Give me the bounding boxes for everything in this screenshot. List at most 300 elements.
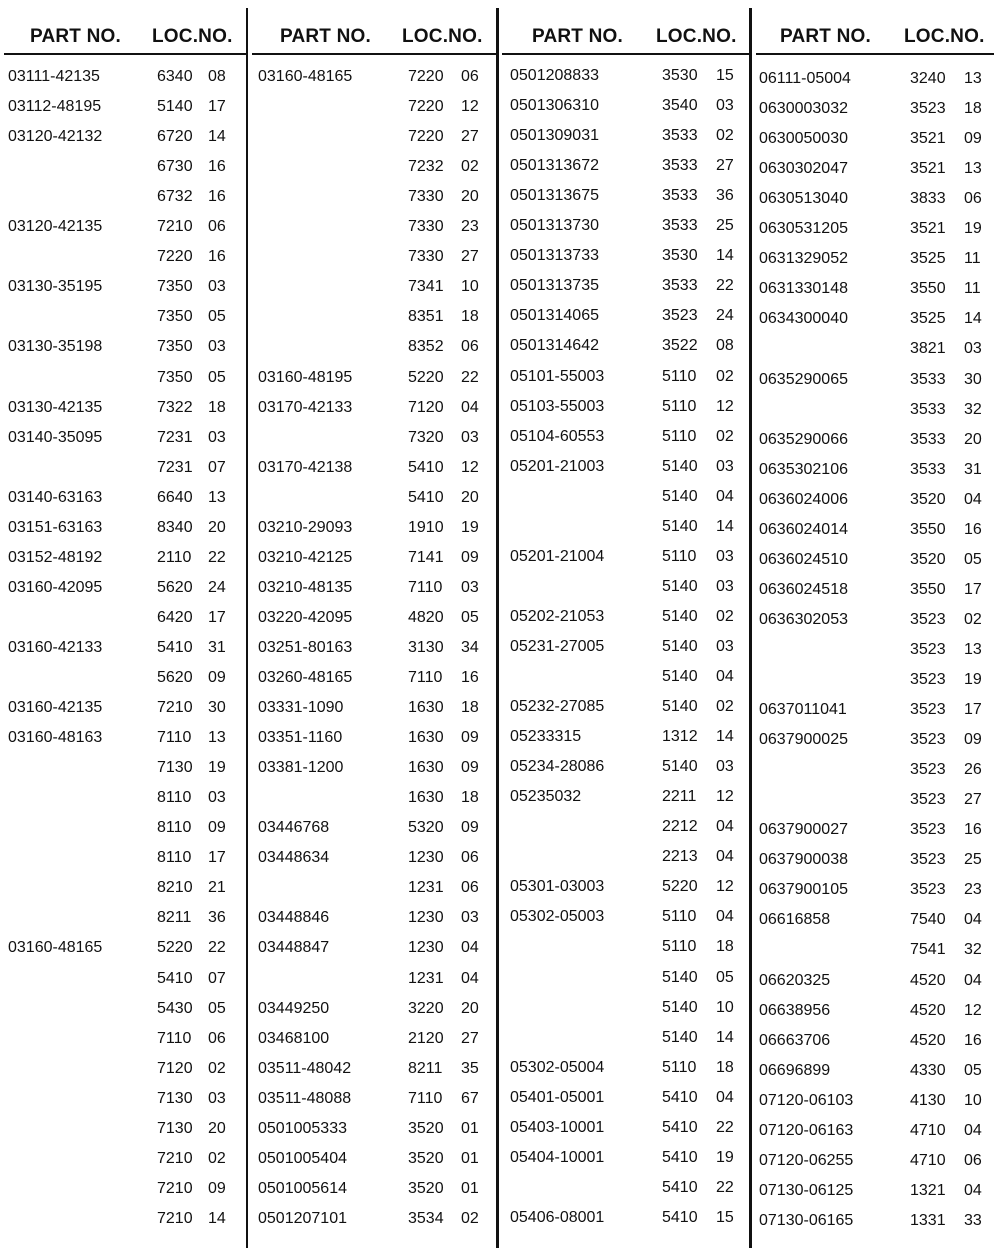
table-row	[0, 302, 248, 332]
table-row	[248, 813, 498, 843]
table-row	[498, 1143, 752, 1173]
location-number: 8211	[408, 1059, 443, 1077]
table-row	[752, 755, 996, 785]
column-divider	[496, 8, 499, 1248]
table-row	[498, 1173, 752, 1203]
part-number: 05201-21003	[510, 457, 605, 475]
location-number: 7110	[408, 669, 443, 686]
location-number: 1312	[662, 728, 698, 746]
table-row	[498, 932, 752, 962]
location-number: 3533	[910, 460, 946, 478]
location-sub: 13	[208, 488, 226, 506]
part-number: 0635302106	[759, 460, 848, 478]
location-sub: 13	[964, 640, 982, 658]
table-row	[498, 1053, 752, 1083]
table-column	[752, 0, 996, 1248]
location-number: 7110	[408, 578, 443, 596]
table-row	[752, 665, 996, 695]
location-number: 3525	[910, 310, 946, 328]
location-sub: 18	[461, 308, 479, 326]
part-number: 0501313675	[510, 187, 599, 205]
location-sub: 27	[461, 248, 479, 266]
table-row	[248, 1174, 498, 1204]
table-row	[0, 453, 248, 483]
location-number: 5140	[157, 98, 193, 116]
location-number: 7330	[408, 248, 444, 266]
location-sub: 20	[208, 518, 226, 536]
table-row	[498, 632, 752, 662]
location-sub: 19	[964, 220, 982, 238]
location-sub: 19	[208, 759, 226, 777]
table-row	[752, 935, 996, 965]
part-number: 0635290066	[759, 430, 848, 448]
part-number: 03170-42138	[258, 458, 353, 476]
part-number: 0637900105	[759, 881, 848, 899]
location-number: 3533	[662, 277, 698, 295]
header-part-no: PART NO.	[280, 26, 371, 47]
location-sub: 03	[964, 340, 982, 358]
table-row	[0, 1144, 248, 1174]
location-number: 7130	[157, 1119, 193, 1137]
header-loc-no: LOC.NO.	[904, 26, 985, 47]
table-row	[498, 91, 752, 121]
location-number: 1231	[408, 969, 444, 987]
part-number: 0501309031	[510, 127, 599, 145]
table-row	[752, 214, 996, 244]
location-number: 5140	[662, 577, 698, 595]
location-number: 4710	[910, 1151, 946, 1169]
location-number: 7322	[157, 398, 193, 416]
part-number: 05201-21004	[510, 547, 605, 565]
part-number: 03468100	[258, 1029, 330, 1047]
table-row	[752, 1026, 996, 1056]
part-number: 0501306310	[510, 97, 599, 115]
table-row	[498, 662, 752, 692]
table-row	[752, 124, 996, 154]
location-sub: 17	[964, 701, 982, 719]
part-number: 05404-10001	[510, 1148, 605, 1166]
column-header	[498, 24, 752, 52]
location-sub: 17	[208, 98, 226, 116]
location-number: 7320	[408, 428, 444, 446]
location-number: 6730	[157, 158, 193, 176]
location-number: 4820	[408, 608, 444, 626]
location-number: 8110	[157, 849, 192, 867]
part-number: 03511-48042	[258, 1059, 352, 1077]
location-sub: 22	[461, 368, 479, 386]
table-row	[0, 693, 248, 723]
location-number: 3533	[662, 127, 698, 145]
table-row	[498, 482, 752, 512]
part-number: 0630003032	[759, 100, 848, 118]
location-sub: 20	[208, 1119, 226, 1137]
location-sub: 02	[208, 1149, 226, 1167]
location-number: 3533	[662, 187, 698, 205]
table-row	[498, 181, 752, 211]
location-sub: 03	[716, 547, 734, 565]
location-number: 3523	[910, 640, 946, 658]
location-sub: 34	[461, 638, 479, 656]
location-sub: 02	[208, 1059, 226, 1077]
part-number: 06638956	[759, 1001, 831, 1019]
table-row	[0, 873, 248, 903]
table-row	[498, 1113, 752, 1143]
part-number: 05235032	[510, 788, 582, 806]
table-column	[498, 0, 752, 1248]
part-number: 07120-06103	[759, 1091, 854, 1109]
table-row	[0, 783, 248, 813]
location-sub: 04	[716, 1088, 734, 1106]
table-row	[248, 633, 498, 663]
location-sub: 04	[964, 1121, 982, 1139]
location-sub: 02	[461, 1209, 479, 1227]
location-sub: 06	[461, 68, 479, 85]
part-number: 05232-27085	[510, 698, 605, 716]
table-row	[248, 543, 498, 573]
table-row	[498, 902, 752, 932]
location-number: 1321	[910, 1181, 946, 1199]
part-number: 0501313733	[510, 247, 599, 265]
location-number: 3540	[662, 97, 698, 115]
location-sub: 67	[461, 1089, 479, 1107]
table-row	[0, 1174, 248, 1204]
location-number: 5410	[157, 969, 193, 987]
location-sub: 16	[964, 520, 982, 538]
table-row	[752, 1116, 996, 1146]
table-row	[0, 272, 248, 302]
location-number: 7210	[157, 699, 193, 717]
location-sub: 07	[208, 969, 226, 987]
part-number: 06111-05004	[759, 70, 851, 87]
table-row	[248, 964, 498, 994]
table-row	[752, 996, 996, 1026]
location-number: 3523	[910, 701, 946, 719]
part-number: 0501005614	[258, 1179, 347, 1197]
table-row	[0, 933, 248, 963]
part-number: 03140-35095	[8, 428, 103, 446]
table-row	[752, 605, 996, 635]
location-sub: 04	[716, 848, 734, 866]
location-sub: 18	[716, 1058, 734, 1076]
location-sub: 09	[208, 819, 226, 837]
location-sub: 05	[716, 968, 734, 986]
table-row	[248, 1114, 498, 1144]
location-number: 7210	[157, 1149, 193, 1167]
table-row	[248, 783, 498, 813]
location-sub: 09	[208, 669, 226, 686]
location-number: 3833	[910, 190, 946, 208]
location-sub: 03	[716, 758, 734, 776]
table-row	[0, 964, 248, 994]
table-row	[752, 455, 996, 485]
location-sub: 27	[716, 157, 734, 175]
table-row	[498, 331, 752, 361]
location-sub: 10	[964, 1091, 982, 1109]
location-number: 3523	[910, 821, 946, 839]
location-number: 7541	[910, 941, 946, 959]
column-header	[0, 24, 248, 52]
header-underline	[756, 53, 994, 55]
location-number: 3523	[910, 851, 946, 869]
table-row	[248, 753, 498, 783]
location-sub: 12	[461, 98, 479, 116]
part-number: 0501314642	[510, 337, 599, 355]
location-sub: 31	[964, 460, 982, 478]
part-number: 0634300040	[759, 310, 848, 328]
part-number: 06696899	[759, 1061, 831, 1079]
location-sub: 25	[964, 851, 982, 869]
table-row	[0, 363, 248, 393]
table-row	[248, 1204, 498, 1234]
part-number: 0637011041	[759, 701, 847, 719]
location-number: 3550	[910, 520, 946, 538]
table-row	[498, 842, 752, 872]
table-row	[248, 302, 498, 332]
location-sub: 23	[964, 881, 982, 899]
table-row	[0, 663, 248, 693]
location-sub: 14	[716, 728, 734, 746]
part-number: 05103-55003	[510, 397, 605, 415]
table-row	[0, 573, 248, 603]
table-row	[248, 1084, 498, 1114]
location-sub: 22	[716, 1118, 734, 1136]
location-number: 1630	[408, 729, 444, 747]
table-row	[248, 903, 498, 933]
location-sub: 03	[461, 909, 479, 927]
location-sub: 14	[208, 128, 226, 146]
location-sub: 32	[964, 400, 982, 418]
location-number: 5320	[408, 819, 444, 837]
location-number: 3521	[910, 160, 946, 178]
part-number: 03251-80163	[258, 638, 353, 656]
location-sub: 14	[716, 517, 734, 535]
table-row	[498, 812, 752, 842]
table-row	[0, 603, 248, 633]
location-sub: 03	[716, 457, 734, 475]
table-row	[498, 782, 752, 812]
location-sub: 09	[964, 130, 982, 148]
location-sub: 16	[208, 248, 226, 266]
location-sub: 03	[461, 428, 479, 446]
table-row	[0, 753, 248, 783]
location-number: 3220	[408, 999, 444, 1017]
location-sub: 08	[716, 337, 734, 355]
location-sub: 05	[964, 550, 982, 568]
part-number: 03120-42135	[8, 218, 103, 236]
part-number: 03210-48135	[258, 578, 353, 596]
location-sub: 01	[461, 1119, 479, 1137]
location-number: 4520	[910, 971, 946, 989]
table-row	[498, 1023, 752, 1053]
location-sub: 03	[716, 577, 734, 595]
part-number: 0501313735	[510, 277, 599, 295]
table-column	[0, 0, 248, 1248]
location-sub: 22	[716, 1178, 734, 1196]
table-row	[248, 242, 498, 272]
location-sub: 14	[964, 310, 982, 328]
location-sub: 06	[461, 338, 479, 356]
table-row	[752, 304, 996, 334]
location-sub: 03	[208, 1089, 226, 1107]
part-number: 03160-48165	[258, 68, 353, 85]
location-number: 3523	[910, 761, 946, 779]
location-number: 3520	[910, 550, 946, 568]
location-sub: 09	[461, 729, 479, 747]
part-number: 03210-42125	[258, 548, 353, 566]
location-sub: 21	[208, 879, 226, 897]
table-row	[248, 843, 498, 873]
location-sub: 02	[964, 610, 982, 628]
part-number: 06620325	[759, 971, 831, 989]
location-number: 7330	[408, 218, 444, 236]
location-number: 6640	[157, 488, 193, 506]
location-sub: 09	[964, 731, 982, 749]
location-sub: 27	[461, 128, 479, 146]
location-number: 1231	[408, 879, 444, 897]
table-row	[248, 603, 498, 633]
part-number: 03130-42135	[8, 398, 103, 416]
location-number: 3533	[662, 157, 698, 175]
table-row	[498, 512, 752, 542]
location-number: 8340	[157, 518, 193, 536]
part-number: 0501207101	[258, 1209, 347, 1227]
location-sub: 03	[461, 578, 479, 596]
table-row	[0, 212, 248, 242]
table-row	[0, 1204, 248, 1234]
location-number: 3821	[910, 340, 946, 358]
table-row	[752, 274, 996, 304]
part-number: 03446768	[258, 819, 330, 837]
location-number: 3523	[910, 881, 946, 899]
location-sub: 01	[461, 1149, 479, 1167]
location-sub: 03	[208, 338, 226, 356]
location-sub: 06	[208, 218, 226, 236]
table-row	[498, 392, 752, 422]
table-row	[752, 395, 996, 425]
table-row	[752, 154, 996, 184]
location-sub: 16	[964, 821, 982, 839]
location-number: 5410	[408, 488, 444, 506]
location-number: 1630	[408, 789, 444, 807]
location-number: 2212	[662, 818, 698, 836]
location-sub: 20	[461, 999, 479, 1017]
location-sub: 06	[964, 190, 982, 208]
part-number: 03448847	[258, 939, 330, 957]
location-number: 3523	[662, 307, 698, 325]
location-number: 7350	[157, 278, 193, 296]
location-sub: 02	[716, 127, 734, 145]
part-number: 03130-35195	[8, 278, 103, 296]
location-number: 3520	[910, 490, 946, 508]
table-row	[248, 363, 498, 393]
table-row	[0, 152, 248, 182]
location-sub: 04	[461, 398, 479, 416]
location-number: 6340	[157, 68, 193, 85]
part-number: 03220-42095	[258, 608, 353, 626]
table-row	[498, 1083, 752, 1113]
location-sub: 17	[964, 580, 982, 598]
table-row	[752, 785, 996, 815]
table-row	[0, 92, 248, 122]
location-sub: 04	[964, 911, 982, 929]
location-sub: 06	[964, 1151, 982, 1169]
location-sub: 17	[208, 608, 226, 626]
location-sub: 05	[208, 308, 226, 326]
location-number: 3533	[910, 370, 946, 388]
part-number: 05234-28086	[510, 758, 605, 776]
location-number: 4130	[910, 1091, 946, 1109]
location-sub: 16	[208, 158, 226, 176]
table-row	[248, 453, 498, 483]
table-row	[498, 993, 752, 1023]
table-row	[498, 301, 752, 331]
part-number: 03160-48165	[8, 939, 103, 957]
location-sub: 19	[964, 671, 982, 688]
table-row	[498, 422, 752, 452]
location-sub: 03	[208, 428, 226, 446]
location-sub: 05	[964, 1061, 982, 1079]
location-sub: 02	[716, 367, 734, 385]
location-number: 3520	[408, 1179, 444, 1197]
table-row	[248, 933, 498, 963]
table-row	[0, 723, 248, 753]
table-row	[0, 242, 248, 272]
table-row	[498, 61, 752, 91]
header-underline	[252, 53, 496, 55]
location-sub: 15	[716, 1208, 734, 1226]
table-row	[752, 695, 996, 725]
table-row	[752, 244, 996, 274]
location-number: 2120	[408, 1029, 444, 1047]
location-number: 5140	[662, 517, 698, 535]
location-sub: 02	[461, 158, 479, 176]
table-row	[752, 545, 996, 575]
location-number: 3534	[408, 1209, 444, 1227]
table-row	[0, 813, 248, 843]
column-header	[248, 24, 498, 52]
location-number: 7130	[157, 759, 193, 777]
table-row	[248, 1144, 498, 1174]
location-sub: 33	[964, 1211, 982, 1229]
header-loc-no: LOC.NO.	[402, 26, 483, 47]
part-number: 03381-1200	[258, 759, 344, 777]
part-number: 0630050030	[759, 130, 848, 148]
location-sub: 18	[716, 938, 734, 956]
location-number: 7341	[408, 278, 444, 296]
table-row	[248, 513, 498, 543]
location-sub: 25	[716, 217, 734, 235]
part-number: 03449250	[258, 999, 330, 1017]
location-number: 5410	[662, 1178, 698, 1196]
location-number: 2110	[157, 548, 192, 566]
location-number: 5140	[662, 1028, 698, 1046]
location-sub: 12	[964, 1001, 982, 1019]
location-sub: 06	[461, 849, 479, 867]
location-number: 7231	[157, 458, 193, 476]
location-sub: 04	[716, 818, 734, 836]
column-header	[752, 24, 996, 52]
location-number: 5620	[157, 669, 193, 686]
part-number: 0631330148	[759, 280, 848, 298]
location-number: 8352	[408, 338, 444, 356]
location-sub: 12	[716, 878, 734, 896]
location-sub: 12	[716, 397, 734, 415]
location-number: 3520	[408, 1149, 444, 1167]
part-number: 07120-06255	[759, 1151, 854, 1169]
table-row	[248, 62, 498, 92]
part-number: 03160-42133	[8, 638, 103, 656]
table-row	[248, 122, 498, 152]
